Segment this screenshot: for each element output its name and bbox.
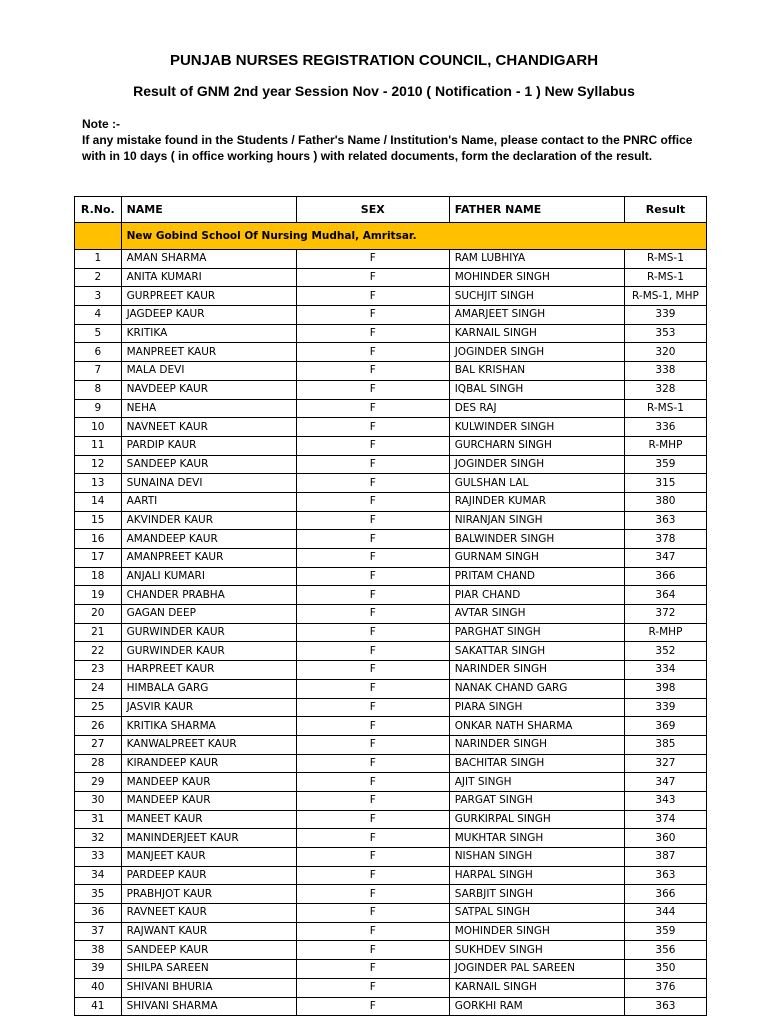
student-sex: F <box>296 866 449 885</box>
row-number: 14 <box>75 492 122 511</box>
father-name: GURNAM SINGH <box>449 549 624 568</box>
institution-row <box>75 223 707 250</box>
student-sex: F <box>296 605 449 624</box>
table-row <box>75 997 707 1016</box>
result-value: R-MS-1, MHP <box>624 287 706 306</box>
result-value: 385 <box>624 735 706 754</box>
council-title: PUNJAB NURSES REGISTRATION COUNCIL, CHANDIGARH <box>169 52 599 69</box>
row-number: 34 <box>75 866 122 885</box>
row-number: 18 <box>75 567 122 586</box>
result-value: 374 <box>624 810 706 829</box>
column-header-sex: SEX <box>296 197 449 223</box>
result-value: 372 <box>624 605 706 624</box>
row-number: 10 <box>75 418 122 437</box>
father-name: JOGINDER SINGH <box>449 455 624 474</box>
student-name: RAVNEET KAUR <box>121 904 296 923</box>
table-row <box>75 679 707 698</box>
student-name: NAVNEET KAUR <box>121 418 296 437</box>
result-value: 366 <box>624 567 706 586</box>
student-name: AMANPREET KAUR <box>121 549 296 568</box>
table-row <box>75 567 707 586</box>
father-name: GURKIRPAL SINGH <box>449 810 624 829</box>
row-number: 38 <box>75 941 122 960</box>
student-sex: F <box>296 455 449 474</box>
student-name: AKVINDER KAUR <box>121 511 296 530</box>
student-name: GURWINDER KAUR <box>121 623 296 642</box>
result-value: 359 <box>624 922 706 941</box>
table-row <box>75 474 707 493</box>
table-row <box>75 717 707 736</box>
student-sex: F <box>296 250 449 269</box>
father-name: NISHAN SINGH <box>449 848 624 867</box>
table-row <box>75 324 707 343</box>
result-table <box>74 196 707 1016</box>
table-row <box>75 885 707 904</box>
result-value: 376 <box>624 978 706 997</box>
row-number: 40 <box>75 978 122 997</box>
row-number: 24 <box>75 679 122 698</box>
father-name: IQBAL SINGH <box>449 380 624 399</box>
student-sex: F <box>296 885 449 904</box>
result-value: 350 <box>624 960 706 979</box>
table-row <box>75 605 707 624</box>
result-value: 327 <box>624 754 706 773</box>
student-name: ANJALI KUMARI <box>121 567 296 586</box>
father-name: KULWINDER SINGH <box>449 418 624 437</box>
row-number: 25 <box>75 698 122 717</box>
table-row <box>75 362 707 381</box>
father-name: PARGHAT SINGH <box>449 623 624 642</box>
student-sex: F <box>296 735 449 754</box>
result-value: 347 <box>624 549 706 568</box>
father-name: JOGINDER PAL SAREEN <box>449 960 624 979</box>
student-name: ANITA KUMARI <box>121 268 296 287</box>
result-value: 363 <box>624 997 706 1016</box>
result-value: 352 <box>624 642 706 661</box>
student-name: HIMBALA GARG <box>121 679 296 698</box>
result-value: 359 <box>624 455 706 474</box>
student-sex: F <box>296 679 449 698</box>
result-value: 328 <box>624 380 706 399</box>
row-number: 11 <box>75 436 122 455</box>
result-value: 398 <box>624 679 706 698</box>
father-name: KARNAIL SINGH <box>449 324 624 343</box>
table-row <box>75 549 707 568</box>
row-number: 7 <box>75 362 122 381</box>
student-name: PARDIP KAUR <box>121 436 296 455</box>
student-name: AMAN SHARMA <box>121 250 296 269</box>
student-name: AARTI <box>121 492 296 511</box>
table-row <box>75 380 707 399</box>
row-number: 23 <box>75 661 122 680</box>
result-value: R-MHP <box>624 623 706 642</box>
table-row <box>75 418 707 437</box>
row-number: 30 <box>75 791 122 810</box>
table-row <box>75 810 707 829</box>
row-number: 20 <box>75 605 122 624</box>
result-value: 315 <box>624 474 706 493</box>
student-sex: F <box>296 287 449 306</box>
result-value: 336 <box>624 418 706 437</box>
student-sex: F <box>296 567 449 586</box>
student-sex: F <box>296 306 449 325</box>
table-row <box>75 455 707 474</box>
student-name: GAGAN DEEP <box>121 605 296 624</box>
table-row <box>75 511 707 530</box>
father-name: NIRANJAN SINGH <box>449 511 624 530</box>
table-row <box>75 343 707 362</box>
table-row <box>75 866 707 885</box>
row-number: 26 <box>75 717 122 736</box>
row-number: 15 <box>75 511 122 530</box>
table-row <box>75 960 707 979</box>
result-value: 320 <box>624 343 706 362</box>
row-number: 32 <box>75 829 122 848</box>
row-number: 16 <box>75 530 122 549</box>
table-row <box>75 642 707 661</box>
result-value: 338 <box>624 362 706 381</box>
student-name: SHILPA SAREEN <box>121 960 296 979</box>
table-row <box>75 735 707 754</box>
row-number: 37 <box>75 922 122 941</box>
row-number: 36 <box>75 904 122 923</box>
table-header-row <box>75 197 707 223</box>
row-number: 21 <box>75 623 122 642</box>
student-name: KRITIKA <box>121 324 296 343</box>
result-value: R-MS-1 <box>624 399 706 418</box>
row-number: 33 <box>75 848 122 867</box>
father-name: SARBJIT SINGH <box>449 885 624 904</box>
result-value: 369 <box>624 717 706 736</box>
table-row <box>75 848 707 867</box>
student-sex: F <box>296 791 449 810</box>
note-text: If any mistake found in the Students / Father's Name / Institution's Name, please contact to the PNRC office with in 10 days ( in office working hours ) with related documents, form the declaration of the result. <box>82 133 693 163</box>
student-name: MANDEEP KAUR <box>121 773 296 792</box>
student-sex: F <box>296 848 449 867</box>
student-sex: F <box>296 941 449 960</box>
column-header-name: NAME <box>121 197 296 223</box>
institution-spacer-cell <box>75 223 122 250</box>
student-name: SHIVANI SHARMA <box>121 997 296 1016</box>
student-name: RAJWANT KAUR <box>121 922 296 941</box>
result-value: R-MS-1 <box>624 250 706 269</box>
father-name: SAKATTAR SINGH <box>449 642 624 661</box>
table-row <box>75 978 707 997</box>
student-name: KRITIKA SHARMA <box>121 717 296 736</box>
student-sex: F <box>296 343 449 362</box>
note-label: Note :- <box>82 117 120 131</box>
father-name: GULSHAN LAL <box>449 474 624 493</box>
father-name: KARNAIL SINGH <box>449 978 624 997</box>
result-value: 344 <box>624 904 706 923</box>
father-name: AJIT SINGH <box>449 773 624 792</box>
result-value: 363 <box>624 866 706 885</box>
student-sex: F <box>296 904 449 923</box>
student-name: JASVIR KAUR <box>121 698 296 717</box>
father-name: NARINDER SINGH <box>449 661 624 680</box>
student-sex: F <box>296 324 449 343</box>
student-sex: F <box>296 380 449 399</box>
student-name: MANEET KAUR <box>121 810 296 829</box>
father-name: MUKHTAR SINGH <box>449 829 624 848</box>
father-name: BACHITAR SINGH <box>449 754 624 773</box>
row-number: 2 <box>75 268 122 287</box>
father-name: NARINDER SINGH <box>449 735 624 754</box>
student-sex: F <box>296 399 449 418</box>
student-name: MANPREET KAUR <box>121 343 296 362</box>
student-name: KIRANDEEP KAUR <box>121 754 296 773</box>
student-name: SHIVANI BHURIA <box>121 978 296 997</box>
table-row <box>75 754 707 773</box>
student-sex: F <box>296 492 449 511</box>
student-sex: F <box>296 754 449 773</box>
father-name: AVTAR SINGH <box>449 605 624 624</box>
student-name: JAGDEEP KAUR <box>121 306 296 325</box>
result-value: 360 <box>624 829 706 848</box>
student-sex: F <box>296 586 449 605</box>
row-number: 6 <box>75 343 122 362</box>
result-value: 353 <box>624 324 706 343</box>
student-name: KANWALPREET KAUR <box>121 735 296 754</box>
table-row <box>75 791 707 810</box>
student-name: SANDEEP KAUR <box>121 941 296 960</box>
row-number: 4 <box>75 306 122 325</box>
father-name: ONKAR NATH SHARMA <box>449 717 624 736</box>
result-value: 347 <box>624 773 706 792</box>
student-name: MALA DEVI <box>121 362 296 381</box>
table-row <box>75 287 707 306</box>
table-row <box>75 623 707 642</box>
table-row <box>75 530 707 549</box>
row-number: 1 <box>75 250 122 269</box>
result-value: 334 <box>624 661 706 680</box>
student-sex: F <box>296 717 449 736</box>
result-value: 356 <box>624 941 706 960</box>
table-row <box>75 904 707 923</box>
father-name: SUKHDEV SINGH <box>449 941 624 960</box>
student-sex: F <box>296 661 449 680</box>
row-number: 28 <box>75 754 122 773</box>
column-header-result: Result <box>624 197 706 223</box>
result-value: 339 <box>624 306 706 325</box>
father-name: HARPAL SINGH <box>449 866 624 885</box>
student-sex: F <box>296 623 449 642</box>
student-sex: F <box>296 418 449 437</box>
father-name: NANAK CHAND GARG <box>449 679 624 698</box>
table-row <box>75 399 707 418</box>
father-name: SATPAL SINGH <box>449 904 624 923</box>
student-sex: F <box>296 810 449 829</box>
father-name: MOHINDER SINGH <box>449 268 624 287</box>
father-name: PIARA SINGH <box>449 698 624 717</box>
student-name: NEHA <box>121 399 296 418</box>
result-value: 343 <box>624 791 706 810</box>
row-number: 13 <box>75 474 122 493</box>
student-name: MANINDERJEET KAUR <box>121 829 296 848</box>
student-sex: F <box>296 511 449 530</box>
row-number: 31 <box>75 810 122 829</box>
result-value: 378 <box>624 530 706 549</box>
student-name: CHANDER PRABHA <box>121 586 296 605</box>
row-number: 39 <box>75 960 122 979</box>
row-number: 17 <box>75 549 122 568</box>
result-value: 364 <box>624 586 706 605</box>
table-row <box>75 922 707 941</box>
father-name: PARGAT SINGH <box>449 791 624 810</box>
student-sex: F <box>296 773 449 792</box>
student-name: SUNAINA DEVI <box>121 474 296 493</box>
table-row <box>75 268 707 287</box>
student-sex: F <box>296 362 449 381</box>
table-row <box>75 250 707 269</box>
row-number: 35 <box>75 885 122 904</box>
student-sex: F <box>296 474 449 493</box>
column-header-father-name: FATHER NAME <box>449 197 624 223</box>
student-name: GURWINDER KAUR <box>121 642 296 661</box>
result-value: 387 <box>624 848 706 867</box>
student-sex: F <box>296 268 449 287</box>
row-number: 12 <box>75 455 122 474</box>
result-subtitle: Result of GNM 2nd year Session Nov - 2010 ( Notification - 1 ) New Syllabus <box>133 83 635 99</box>
student-name: NAVDEEP KAUR <box>121 380 296 399</box>
table-row <box>75 941 707 960</box>
row-number: 9 <box>75 399 122 418</box>
student-sex: F <box>296 960 449 979</box>
student-sex: F <box>296 642 449 661</box>
row-number: 8 <box>75 380 122 399</box>
table-row <box>75 586 707 605</box>
table-row <box>75 436 707 455</box>
student-name: PRABHJOT KAUR <box>121 885 296 904</box>
father-name: DES RAJ <box>449 399 624 418</box>
result-value: 380 <box>624 492 706 511</box>
row-number: 27 <box>75 735 122 754</box>
result-value: 366 <box>624 885 706 904</box>
father-name: JOGINDER SINGH <box>449 343 624 362</box>
student-sex: F <box>296 436 449 455</box>
result-value: R-MHP <box>624 436 706 455</box>
father-name: GORKHI RAM <box>449 997 624 1016</box>
father-name: BAL KRISHAN <box>449 362 624 381</box>
student-sex: F <box>296 549 449 568</box>
row-number: 41 <box>75 997 122 1016</box>
father-name: RAJINDER KUMAR <box>449 492 624 511</box>
student-sex: F <box>296 997 449 1016</box>
student-name: SANDEEP KAUR <box>121 455 296 474</box>
student-sex: F <box>296 922 449 941</box>
father-name: AMARJEET SINGH <box>449 306 624 325</box>
student-name: MANDEEP KAUR <box>121 791 296 810</box>
father-name: MOHINDER SINGH <box>449 922 624 941</box>
table-row <box>75 492 707 511</box>
row-number: 5 <box>75 324 122 343</box>
student-name: GURPREET KAUR <box>121 287 296 306</box>
row-number: 29 <box>75 773 122 792</box>
table-row <box>75 306 707 325</box>
institution-name: New Gobind School Of Nursing Mudhal, Amritsar. <box>121 223 706 250</box>
student-name: MANJEET KAUR <box>121 848 296 867</box>
student-sex: F <box>296 530 449 549</box>
row-number: 19 <box>75 586 122 605</box>
father-name: SUCHJIT SINGH <box>449 287 624 306</box>
table-row <box>75 661 707 680</box>
result-value: 339 <box>624 698 706 717</box>
student-name: AMANDEEP KAUR <box>121 530 296 549</box>
table-row <box>75 773 707 792</box>
father-name: PIAR CHAND <box>449 586 624 605</box>
father-name: BALWINDER SINGH <box>449 530 624 549</box>
table-row <box>75 698 707 717</box>
father-name: PRITAM CHAND <box>449 567 624 586</box>
table-row <box>75 829 707 848</box>
student-sex: F <box>296 698 449 717</box>
result-value: 363 <box>624 511 706 530</box>
student-name: PARDEEP KAUR <box>121 866 296 885</box>
column-header-rno: R.No. <box>75 197 122 223</box>
father-name: RAM LUBHIYA <box>449 250 624 269</box>
row-number: 3 <box>75 287 122 306</box>
row-number: 22 <box>75 642 122 661</box>
father-name: GURCHARN SINGH <box>449 436 624 455</box>
student-name: HARPREET KAUR <box>121 661 296 680</box>
result-value: R-MS-1 <box>624 268 706 287</box>
student-sex: F <box>296 978 449 997</box>
student-sex: F <box>296 829 449 848</box>
